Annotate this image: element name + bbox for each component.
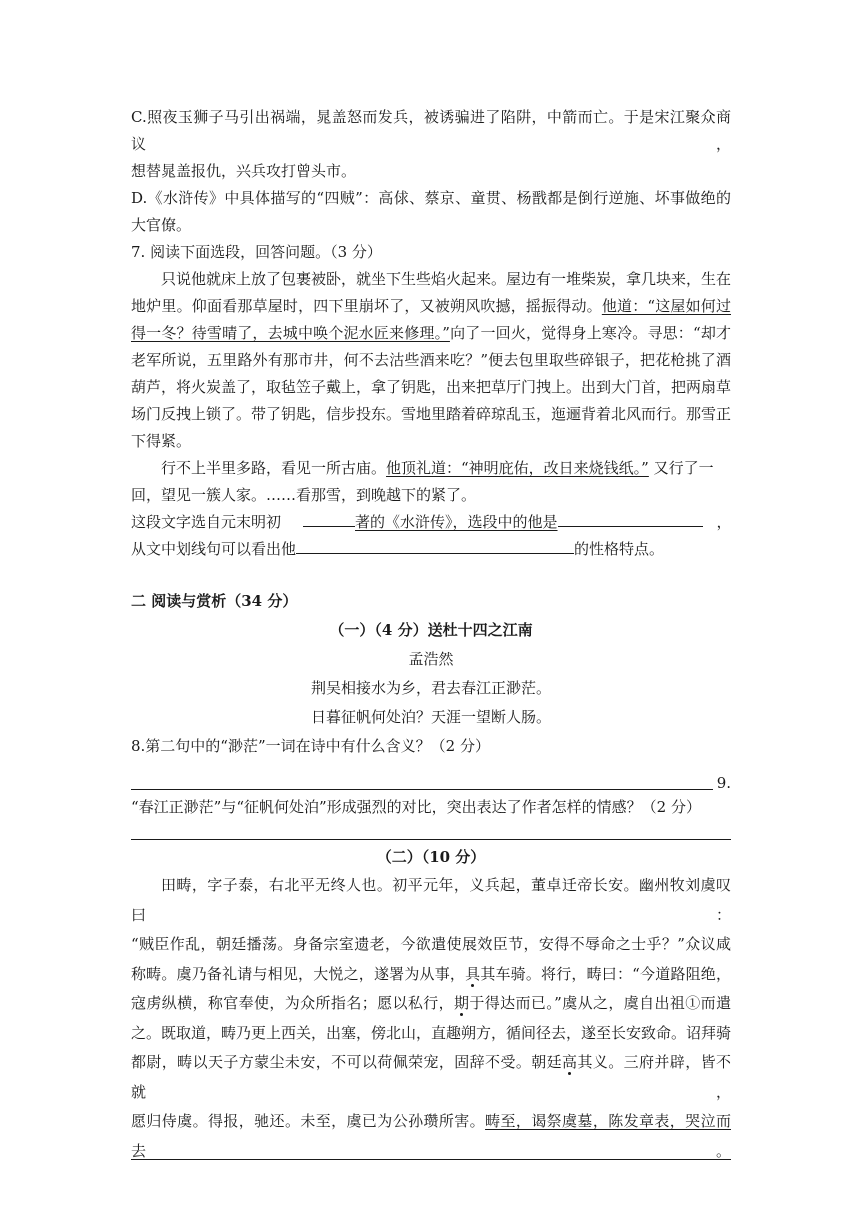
answer-line[interactable] (131, 838, 731, 840)
part-2-title: （二）（10 分） (376, 848, 486, 866)
answer-line[interactable] (131, 788, 713, 790)
passage-text: 地炉里。仰面看那草屋时，四下里崩坏了，又被朔风吹撼，摇振得动。 (131, 297, 602, 315)
fill-text: 这段文字选自元末明初 (131, 513, 282, 531)
question-9-number: 9. (716, 774, 731, 792)
question-8: 8.第二句中的“渺茫”一词在诗中有什么含义？（2 分） (131, 737, 490, 755)
classical-prose (131, 871, 731, 1166)
prose-line: 田畴，字子泰，右北平无终人也。初平元年，义兵起，董卓迁帝长安。幽州牧刘虞叹曰： (131, 876, 731, 924)
passage-text: 又行了一 (648, 459, 714, 477)
passage-line: 下得紧。 (131, 432, 192, 450)
prose-line (131, 960, 731, 990)
underlined-sentence: 他顶礼道：“神明庇佑，改日来烧钱纸。” (386, 459, 649, 477)
fill-in-line-2 (131, 536, 731, 563)
poem-line-1: 荆吴相接水为乡，君去春江正渺茫。 (310, 679, 551, 697)
option-c-line2: 想替晁盖报仇，兴兵攻打曾头市。 (131, 162, 357, 180)
fill-in-line-1 (131, 509, 731, 536)
prose-text: 其车骑。将行，畴曰：“今道路阻绝， (480, 964, 731, 983)
prose-text: 都尉，畴以天子方蒙尘未安，不可以荷佩荣宠，固辞不受。朝廷 (131, 1053, 563, 1071)
prose-text: 愿归侍虞。得报，驰还。未至，虞已为公孙瓒所害。 (131, 1112, 486, 1130)
question-7-title: 7. 阅读下面选段，回答问题。（3 分） (131, 243, 382, 261)
dotted-char: 期 (453, 994, 470, 1012)
passage-line: 葫芦，将火炭盖了，取毡笠子戴上，拿了钥匙，出来把草厅门拽上。出到大门首，把两扇草 (131, 378, 732, 396)
underlined-sentence: 畴至，谒祭虞墓，陈发章表，哭泣而去。 (131, 1112, 731, 1160)
passage-line: 场门反拽上锁了。带了钥匙，信步投东。雪地里踏着碎琼乱玉，迤逦背着北风而行。那雪正 (131, 405, 732, 423)
prose-line (131, 989, 731, 1019)
question-9-answer-area (131, 821, 731, 841)
poem-line-2: 日暮征帆何处泊？天涯一望断人肠。 (310, 708, 551, 726)
passage-line: 回，望见一簇人家。……看那雪，到晚越下的紧了。 (131, 486, 477, 504)
passage-line: 只说他就床上放了包裹被卧，就坐下生些焰火起来。屋边有一堆柴炭，拿几块来，生在 (161, 270, 732, 288)
option-c-line1: C.照夜玉狮子马引出祸端，晁盖怒而发兵，被诱骗进了陷阱，中箭而亡。于是宋江聚众商议， (131, 108, 731, 153)
dotted-char: 具 (465, 964, 481, 983)
dotted-char: 高 (562, 1053, 578, 1071)
fill-text: 从文中划线句可以看出他 (131, 540, 297, 558)
prose-line (131, 1048, 731, 1107)
fill-text: 的性格特点。 (574, 540, 665, 558)
character-blank[interactable] (558, 510, 703, 527)
fill-text: 著的《水浒传》，选段中的他是 (355, 513, 558, 531)
passage-line (131, 455, 731, 482)
underlined-sentence: 他道：“这屋如何过 (601, 297, 731, 315)
underlined-sentence: 得一冬？待雪晴了，去城中唤个泥水匠来修理。” (131, 324, 450, 342)
exam-page (131, 104, 731, 1166)
passage-text: 向了一回火，觉得身上寒冷。寻思：“却才 (449, 324, 732, 342)
prose-line: “贼臣作乱，朝廷播荡。身备宗室遗老，今欲遣使展效臣节，安得不辱命之士乎？”众议咸 (131, 935, 731, 953)
question-9: “春江正渺茫”与“征帆何处泊”形成强烈的对比，突出表达了作者怎样的情感？（2 分） (131, 798, 701, 816)
prose-line: 之。既取道，畴乃更上西关，出塞，傍北山，直趣朔方，循间径去，遂至长安致命。诏拜骑 (131, 1023, 732, 1042)
option-d-line2: 大官僚。 (131, 216, 192, 234)
poem-author: 孟浩然 (408, 650, 454, 668)
author-blank[interactable] (303, 510, 355, 527)
section-2-heading: 二 阅读与赏析（34 分） (131, 592, 298, 610)
prose-text: 于得达而已。”虞从之，虞自出祖①而遣 (469, 994, 731, 1012)
prose-text: 其义。三府并辟，皆不就， (131, 1053, 731, 1101)
fill-text: ， (716, 513, 732, 531)
passage-line: 老军所说，五里路外有那市井，何不去沽些酒来吃？”便去包里取些碎银子，把花枪挑了酒 (131, 351, 731, 369)
passage-text: 行不上半里多路，看见一所古庙。 (161, 459, 387, 477)
option-d-line1: D.《水浒传》中具体描写的“四贼”：高俅、蔡京、童贯、杨戬都是倒行逆施、坏事做绝的 (131, 189, 731, 207)
personality-blank[interactable] (296, 537, 574, 554)
prose-text: 称畴。虞乃备礼请与相见，大悦之，遂署为从事， (131, 964, 466, 983)
passage-line (131, 320, 731, 347)
prose-line (131, 1107, 731, 1166)
question-8-answer-area (131, 760, 731, 792)
poem-title: （一）（4 分）送杜十四之江南 (329, 621, 533, 639)
prose-text: 寇虏纵横，称官奉使，为众所指名；愿以私行， (131, 994, 454, 1012)
passage-line (131, 293, 731, 320)
